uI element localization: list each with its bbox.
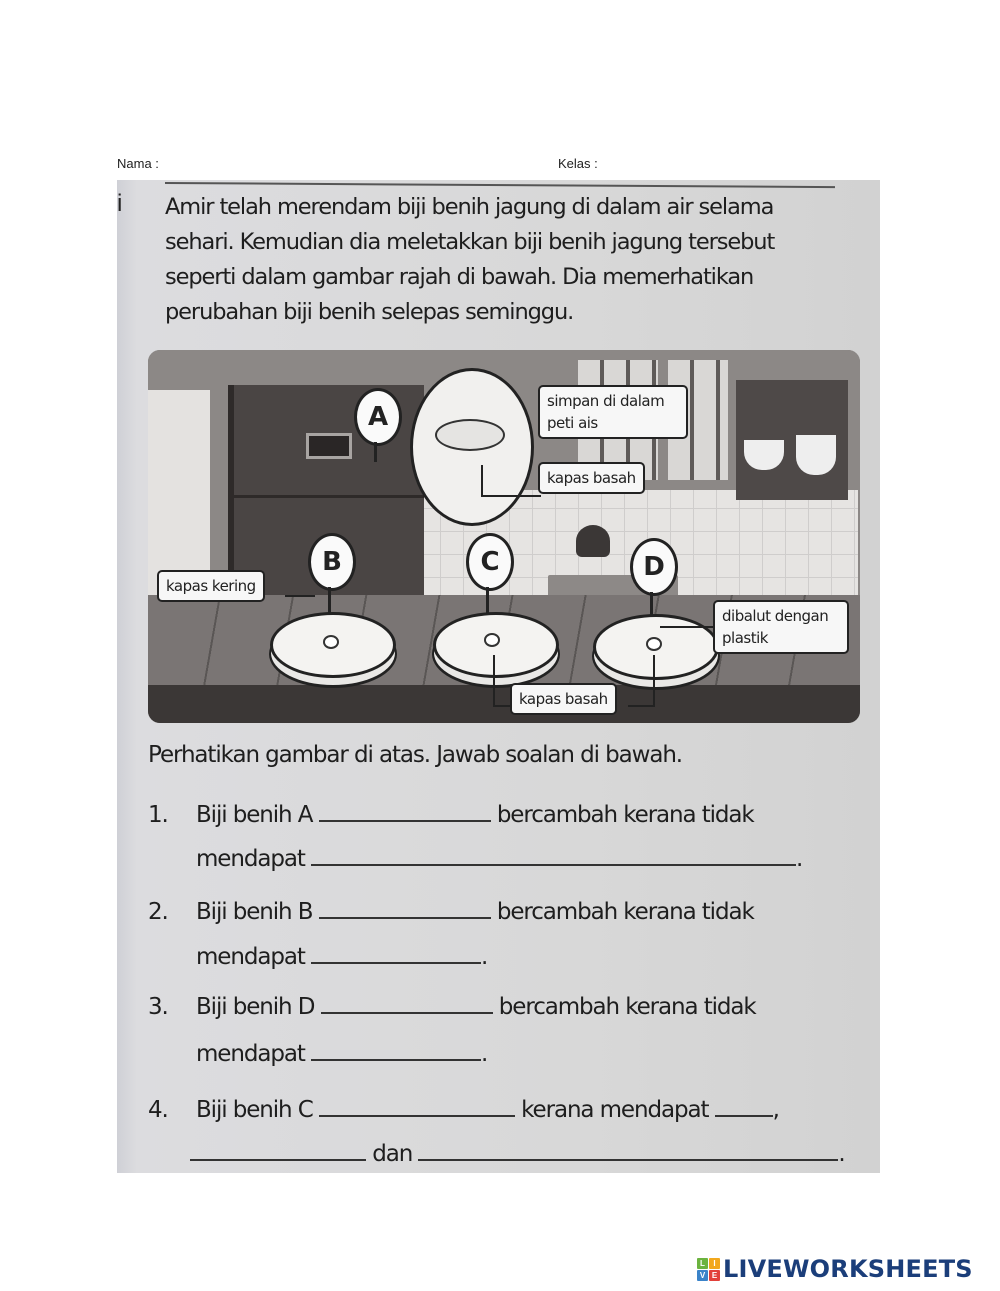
question-text: bercambah kerana tidak [496,802,754,828]
petri-dish-d [593,614,719,680]
connector [660,626,714,628]
question-text: kerana mendapat [521,1097,709,1123]
liveworksheets-logo[interactable] [697,1255,973,1283]
logo-letter: L [697,1258,708,1269]
question-4-line-2 [190,1137,845,1167]
question-number: 2. [148,899,168,925]
counter-front [148,685,860,723]
label-dry-cotton: kapas kering [157,570,265,602]
connector [653,655,655,707]
connector [493,705,511,707]
pin-c-tail [486,587,489,615]
answer-blank-2a[interactable] [319,895,491,919]
bowl-stack [796,435,836,475]
question-text: mendapat [196,944,305,970]
question-text: dan [372,1141,413,1167]
logo-letter: E [709,1270,720,1281]
pin-b-tail [328,587,331,615]
question-number: 1. [148,802,168,828]
question-1-line-2 [196,842,802,872]
connector [285,595,315,597]
question-text: Biji benih B [195,899,313,925]
period: . [480,944,488,970]
question-text: bercambah kerana tidak [496,899,754,925]
seed-b [323,635,339,649]
fridge-door-line [234,495,424,498]
period: . [838,1141,845,1167]
margin-mark: i [117,190,123,217]
name-label: Nama : [117,156,159,171]
dish-shelf [736,380,848,500]
petri-dish-a [435,419,505,451]
question-2-line-2 [196,940,487,970]
question-1-line-1 [148,798,754,828]
question-text: Biji benih C [195,1097,313,1123]
pin-d: D [630,538,678,596]
question-4-line-1 [148,1093,779,1123]
question-3-line-1 [148,990,756,1020]
pin-c: C [466,533,514,591]
label-wet-cotton-a: kapas basah [538,462,645,494]
petri-dish-b [270,612,396,678]
fridge-zoom-bubble [410,368,534,526]
kettle [576,525,610,557]
answer-blank-1a[interactable] [319,798,491,822]
answer-blank-4a[interactable] [319,1093,515,1117]
period: . [480,1041,488,1067]
label-plastic: dibalut dengan plastik [713,600,849,654]
label-fridge: simpan di dalam peti ais [538,385,688,439]
question-number: 4. [148,1097,168,1123]
logo-icon [697,1258,720,1281]
question-text: bercambah kerana tidak [498,994,756,1020]
connector [481,465,483,495]
question-text: mendapat [196,1041,305,1067]
connector [481,495,541,497]
logo-letter: I [709,1258,720,1269]
kitchen-illustration [148,350,860,723]
fridge-panel [306,433,352,459]
question-text: Biji benih A [195,802,313,828]
pin-b: B [308,533,356,591]
left-wall [148,390,210,600]
connector [493,655,495,707]
question-3-line-2 [196,1037,487,1067]
seed-d [646,637,662,651]
question-text: mendapat [196,846,305,872]
label-wet-cotton-cd: kapas basah [510,683,617,715]
answer-blank-2b[interactable] [311,940,481,964]
connector [628,705,655,707]
instruction: Perhatikan gambar di atas. Jawab soalan di bawah. [148,742,683,768]
pin-d-tail [650,592,653,616]
question-text: Biji benih D [195,994,315,1020]
seed-c [484,633,500,647]
bowl [744,440,784,470]
answer-blank-4c[interactable] [190,1137,366,1161]
petri-dish-c [433,612,559,678]
question-number: 3. [148,994,168,1020]
answer-blank-4b[interactable] [715,1093,773,1117]
answer-blank-4d[interactable] [418,1137,838,1161]
logo-letter: V [697,1270,708,1281]
logo-text: LIVEWORKSHEETS [723,1255,973,1283]
comma: , [772,1097,779,1123]
period: . [795,846,803,872]
answer-blank-3a[interactable] [321,990,493,1014]
question-2-line-1 [148,895,754,925]
pin-a: A [354,388,402,446]
pin-a-tail [374,442,377,462]
class-label: Kelas : [558,156,598,171]
answer-blank-1b[interactable] [311,842,796,866]
intro-paragraph: Amir telah merendam biji benih jagung di dalam air selama sehari. Kemudian dia meletakkan biji benih jagung tersebut seperti dalam gambar rajah di bawah. Dia memerhatikan perubahan biji benih selepas seminggu. [165,194,775,325]
answer-blank-3b[interactable] [311,1037,481,1061]
